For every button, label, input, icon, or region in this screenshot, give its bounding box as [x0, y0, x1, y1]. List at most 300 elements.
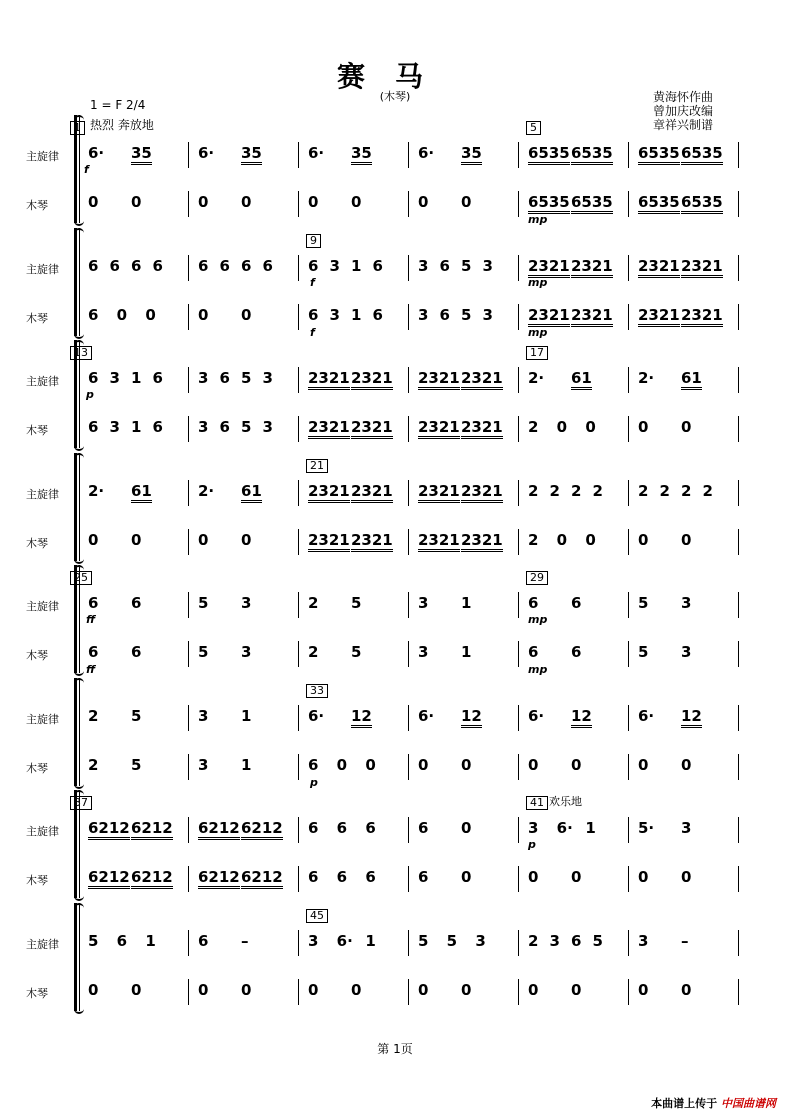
note-group: 0 [418, 193, 429, 211]
measure [410, 590, 520, 620]
measure [300, 302, 410, 332]
dynamic-marking: mp [528, 213, 548, 226]
expression-text: 欢乐地 [549, 795, 582, 808]
dynamic-marking: f [84, 163, 89, 176]
note-group: 2 [308, 643, 319, 661]
measure [630, 414, 740, 444]
measure-number: 25 [70, 571, 92, 585]
xylophone-row [80, 414, 740, 444]
note-group: 0 [88, 193, 99, 211]
barline [188, 480, 189, 506]
key-signature: 1 = F 2/4 [90, 98, 146, 112]
melody-row [80, 590, 740, 620]
brace-bottom [74, 444, 84, 451]
measure [80, 527, 190, 557]
measure [190, 703, 300, 733]
note-group: 0 [365, 756, 376, 774]
note-group: 0 [585, 418, 596, 436]
note-group: 6 [308, 257, 319, 275]
barline [298, 367, 299, 393]
note-group: 0 [351, 981, 362, 999]
staff-label-melody: 主旋律 [26, 488, 59, 501]
barline [518, 705, 519, 731]
brace-top [74, 903, 84, 910]
measure-number: 13 [70, 346, 92, 360]
note-group: 0 [241, 981, 252, 999]
note-group: 3 [241, 643, 252, 661]
subtitle: (木琴) [379, 90, 411, 103]
measure [300, 928, 410, 958]
measure [410, 527, 520, 557]
note-group: 2 [659, 482, 670, 500]
measure [190, 752, 300, 782]
barline [628, 255, 629, 281]
measure [190, 977, 300, 1007]
barline [408, 191, 409, 217]
note-group: 0 [116, 306, 128, 324]
dynamic-marking: mp [528, 276, 548, 289]
note-group: 1 [365, 932, 376, 950]
note-group: 1 [461, 643, 472, 661]
note-group: 0 [571, 981, 582, 999]
barline [188, 191, 189, 217]
barline [188, 304, 189, 330]
measure [520, 752, 630, 782]
barline [408, 529, 409, 555]
measure [410, 140, 520, 170]
staff-label-xylophone: 木琴 [26, 199, 48, 212]
measure [520, 928, 630, 958]
note-group: 12 [461, 707, 482, 728]
note-group: 5 [241, 369, 252, 387]
barline [628, 641, 629, 667]
brace-bottom [74, 894, 84, 901]
note-group: 0 [461, 193, 472, 211]
measure [80, 365, 190, 395]
note-group: 2321 [308, 369, 350, 390]
note-group: 6 [528, 643, 539, 661]
measure-number: 29 [526, 571, 548, 585]
measure [80, 815, 190, 845]
measure [300, 253, 410, 283]
barline [188, 817, 189, 843]
note-group: 6· [88, 144, 105, 162]
measure [520, 703, 630, 733]
note-group: 1 [241, 707, 252, 725]
staff-label-melody: 主旋律 [26, 375, 59, 388]
note-group: 0 [131, 193, 142, 211]
barline [298, 705, 299, 731]
note-group: 0 [241, 531, 252, 549]
note-group: 6 [308, 819, 319, 837]
note-group: 0 [145, 306, 156, 324]
barline [408, 641, 409, 667]
note-group: 2321 [461, 369, 503, 390]
barline [188, 255, 189, 281]
note-group: 6 [219, 418, 230, 436]
note-group: 5 [446, 932, 458, 950]
note-group: 6· [198, 144, 215, 162]
barline [628, 191, 629, 217]
upload-text: 本曲谱上传于 [651, 1097, 718, 1110]
note-group: 0 [461, 868, 472, 886]
barline [738, 142, 739, 168]
xylophone-row [80, 752, 740, 782]
note-group: 2321 [638, 306, 680, 327]
measure [410, 414, 520, 444]
note-group: 2321 [461, 482, 503, 503]
note-group: 5 [131, 707, 142, 725]
note-group: 12 [351, 707, 372, 728]
note-group: 0 [556, 418, 568, 436]
barline [188, 142, 189, 168]
note-group: 2 [528, 482, 539, 500]
note-group: 6 [365, 819, 376, 837]
measure [630, 478, 740, 508]
measure [190, 639, 300, 669]
measure [80, 253, 190, 283]
barline [518, 592, 519, 618]
note-group: 3 [418, 306, 429, 324]
note-group: 0 [461, 981, 472, 999]
measure-number: 17 [526, 346, 548, 360]
note-group: 3 [198, 707, 209, 725]
note-group: 6 [308, 306, 319, 324]
measure [630, 527, 740, 557]
melody-row [80, 365, 740, 395]
barline [628, 754, 629, 780]
transcriber: 章祥兴制谱 [653, 118, 714, 132]
note-group: 6212 [88, 819, 130, 840]
barline [518, 480, 519, 506]
note-group: 0 [638, 531, 649, 549]
measure [80, 703, 190, 733]
brace-bottom [74, 1007, 84, 1014]
measure [520, 478, 630, 508]
note-group: 6· [336, 932, 353, 950]
note-group: 2 [528, 531, 539, 549]
note-group: 6· [418, 707, 435, 725]
note-group: 0 [638, 756, 649, 774]
barline [738, 705, 739, 731]
melody-row [80, 140, 740, 170]
note-group: 6535 [571, 144, 613, 165]
note-group: 6 [308, 756, 319, 774]
note-group: 6 [131, 643, 142, 661]
note-group: 0 [638, 418, 649, 436]
measure [630, 928, 740, 958]
measure [190, 365, 300, 395]
note-group: 0 [418, 981, 429, 999]
note-group: 2321 [351, 369, 393, 390]
site-logo: 中国曲谱网 [721, 1097, 776, 1110]
brace-bottom [74, 219, 84, 226]
measure [80, 478, 190, 508]
dynamic-marking: f [310, 276, 315, 289]
barline [298, 866, 299, 892]
note-group: 3 [638, 932, 649, 950]
note-group: 2321 [681, 257, 723, 278]
note-group: 1 [131, 418, 142, 436]
barline [738, 592, 739, 618]
note-group: 6· [528, 707, 545, 725]
note-group: 2321 [351, 418, 393, 439]
barline [298, 930, 299, 956]
note-group: 6535 [528, 144, 570, 165]
measure [410, 703, 520, 733]
barline [628, 529, 629, 555]
barline [188, 592, 189, 618]
dynamic-marking: ff [86, 663, 96, 676]
brace-bottom [74, 557, 84, 564]
barline [298, 142, 299, 168]
measure [520, 140, 630, 170]
barline [298, 817, 299, 843]
note-group: 2 [592, 482, 603, 500]
note-group: 2 [681, 482, 692, 500]
note-group: 3 [482, 257, 493, 275]
staff-label-xylophone: 木琴 [26, 649, 48, 662]
barline [408, 817, 409, 843]
barline [408, 866, 409, 892]
barline [738, 866, 739, 892]
brace-bottom [74, 332, 84, 339]
staff-label-xylophone: 木琴 [26, 537, 48, 550]
note-group: 0 [88, 531, 99, 549]
note-group: 3 [482, 306, 493, 324]
note-group: 5 [198, 643, 209, 661]
note-group: 2 [528, 932, 539, 950]
measure [80, 928, 190, 958]
measure [300, 140, 410, 170]
measure [80, 639, 190, 669]
measure [80, 977, 190, 1007]
note-group: 6 [571, 932, 582, 950]
barline [188, 641, 189, 667]
note-group: 3 [241, 594, 252, 612]
note-group: 6· [308, 707, 325, 725]
measure [410, 365, 520, 395]
barline [628, 817, 629, 843]
note-group: 2321 [308, 418, 350, 439]
note-group: 5 [131, 756, 142, 774]
note-group: 6· [556, 819, 573, 837]
measure [190, 302, 300, 332]
note-group: 0 [638, 981, 649, 999]
xylophone-row [80, 527, 740, 557]
measure [300, 639, 410, 669]
note-group: 6 [528, 594, 539, 612]
note-group: 5 [418, 932, 429, 950]
note-group: 2321 [571, 257, 613, 278]
barline [408, 979, 409, 1005]
note-group: 3 [475, 932, 486, 950]
measure [410, 815, 520, 845]
barline [518, 142, 519, 168]
note-group: 0 [681, 981, 692, 999]
note-group: 12 [681, 707, 702, 728]
note-group: 6 [571, 643, 582, 661]
measure [80, 590, 190, 620]
note-group: 2 [638, 482, 649, 500]
barline [408, 705, 409, 731]
barline [738, 817, 739, 843]
note-group: 2 [702, 482, 713, 500]
note-group: 2321 [528, 257, 570, 278]
note-group: 6212 [198, 868, 240, 889]
xylophone-row [80, 639, 740, 669]
note-group: 2· [638, 369, 655, 387]
barline [738, 480, 739, 506]
measure [410, 639, 520, 669]
composer: 黄海怀作曲 [653, 90, 714, 104]
note-group: 3 [418, 594, 429, 612]
barline [518, 255, 519, 281]
melody-row [80, 928, 740, 958]
measure [190, 414, 300, 444]
note-group: 0 [681, 418, 692, 436]
brace-bottom [74, 782, 84, 789]
note-group: 1 [461, 594, 472, 612]
barline [188, 930, 189, 956]
note-group: 6 [198, 932, 209, 950]
measure [630, 140, 740, 170]
note-group: 3 [329, 257, 340, 275]
score-system [0, 228, 790, 338]
barline [738, 979, 739, 1005]
measure [630, 590, 740, 620]
note-group: 1 [145, 932, 156, 950]
note-group: 3 [198, 756, 209, 774]
barline [188, 416, 189, 442]
measure [190, 527, 300, 557]
dynamic-marking: p [86, 388, 94, 401]
score-system [0, 790, 790, 900]
note-group: 3 [262, 369, 273, 387]
brace-top [74, 228, 84, 235]
note-group: 0 [198, 193, 209, 211]
barline [298, 416, 299, 442]
barline [188, 529, 189, 555]
arranger: 曾加庆改编 [653, 104, 714, 118]
measure [520, 414, 630, 444]
barline [408, 592, 409, 618]
dynamic-marking: p [528, 838, 536, 851]
measure [630, 253, 740, 283]
melody-row [80, 478, 740, 508]
barline [188, 754, 189, 780]
note-group: 6 [372, 306, 383, 324]
note-group: 6 [336, 819, 348, 837]
note-group: 2321 [638, 257, 680, 278]
note-group: 6 [131, 257, 142, 275]
staff-label-melody: 主旋律 [26, 938, 59, 951]
barline [628, 416, 629, 442]
note-group: 0 [461, 819, 472, 837]
measure [300, 864, 410, 894]
barline [738, 367, 739, 393]
barline [298, 480, 299, 506]
melody-row [80, 253, 740, 283]
barline [738, 304, 739, 330]
note-group: 3 [418, 643, 429, 661]
measure [520, 365, 630, 395]
measure [190, 928, 300, 958]
note-group: 6 [198, 257, 209, 275]
staff-label-melody: 主旋律 [26, 263, 59, 276]
note-group: 6535 [571, 193, 613, 214]
barline [408, 416, 409, 442]
barline [408, 142, 409, 168]
measure [410, 928, 520, 958]
measure-number: 41 [526, 796, 548, 810]
barline [628, 979, 629, 1005]
note-group: 6 [262, 257, 273, 275]
note-group: 2321 [418, 369, 460, 390]
note-group: 2321 [681, 306, 723, 327]
note-group: 6 [152, 418, 163, 436]
barline [408, 754, 409, 780]
barline [408, 304, 409, 330]
note-group: 3 [198, 369, 209, 387]
note-group: 6535 [638, 193, 680, 214]
note-group: 2321 [418, 418, 460, 439]
note-group: 61 [241, 482, 262, 503]
note-group: 6· [418, 144, 435, 162]
melody-row [80, 815, 740, 845]
measure [520, 864, 630, 894]
melody-row [80, 703, 740, 733]
measure [630, 189, 740, 219]
note-group: 0 [528, 756, 539, 774]
measure [190, 590, 300, 620]
measure [630, 864, 740, 894]
barline [738, 529, 739, 555]
barline [628, 930, 629, 956]
barline [408, 367, 409, 393]
staff-label-xylophone: 木琴 [26, 987, 48, 1000]
measure [630, 639, 740, 669]
note-group: 5 [461, 257, 472, 275]
barline [628, 367, 629, 393]
barline [518, 416, 519, 442]
barline [408, 255, 409, 281]
note-group: 6 [571, 594, 582, 612]
measure-number: 5 [526, 121, 541, 135]
barline [518, 866, 519, 892]
measure-number: 33 [306, 684, 328, 698]
note-group: 0 [528, 868, 539, 886]
note-group: 2321 [528, 306, 570, 327]
measure [80, 140, 190, 170]
note-group: 61 [131, 482, 152, 503]
note-group: 6 [365, 868, 376, 886]
note-group: 6 [88, 643, 99, 661]
measure [410, 478, 520, 508]
note-group: 6 [219, 369, 230, 387]
note-group: 2321 [418, 531, 460, 552]
note-group: 6 [116, 932, 128, 950]
barline [298, 304, 299, 330]
note-group: – [681, 932, 689, 950]
note-group: 2321 [571, 306, 613, 327]
barline [188, 979, 189, 1005]
measure [410, 302, 520, 332]
note-group: 6212 [131, 819, 173, 840]
note-group: 0 [131, 981, 142, 999]
measure-number: 1 [70, 121, 85, 135]
note-group: 1 [351, 306, 362, 324]
